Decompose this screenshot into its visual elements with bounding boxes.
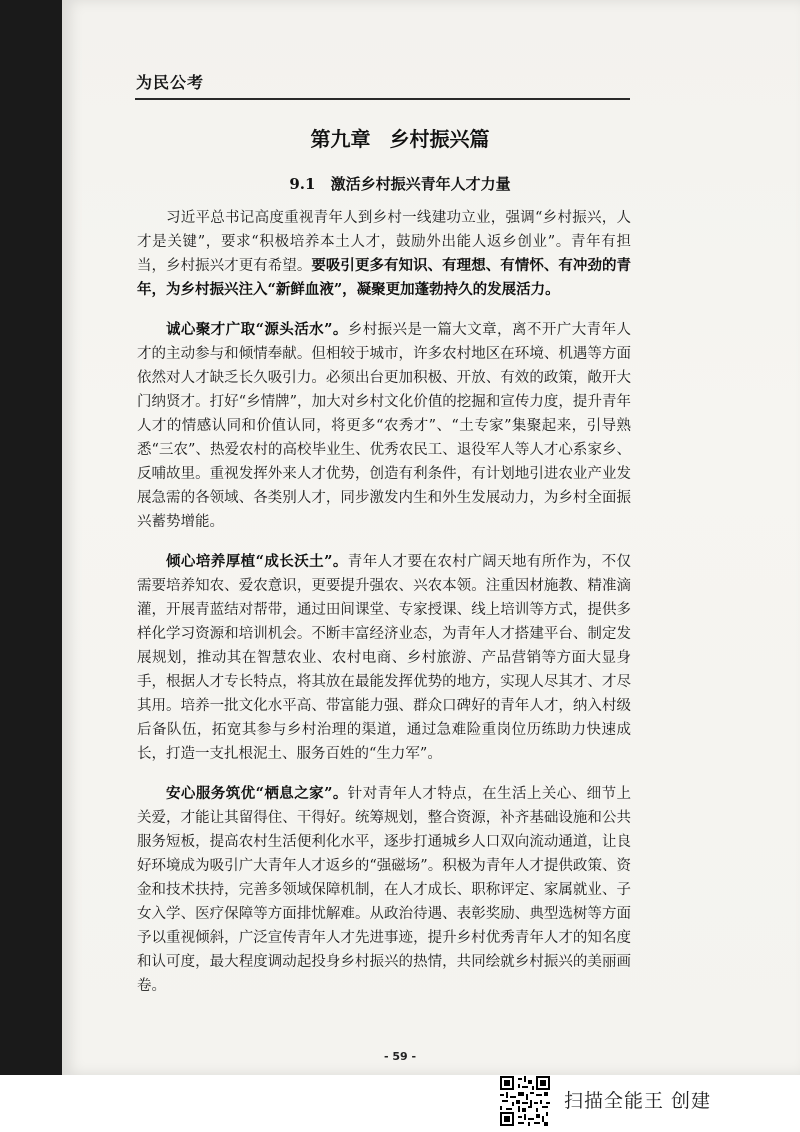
chapter-title: 第九章 乡村振兴篇 — [310, 127, 490, 151]
paragraph-intro — [137, 206, 631, 302]
paragraph-talent-gathering — [137, 318, 631, 534]
paragraph-talent-training — [137, 550, 631, 766]
paragraph-lead: 安心服务筑优“栖息之家”。 — [166, 785, 348, 802]
paragraph-lead: 倾心培养厚植“成长沃土”。 — [166, 553, 348, 570]
scanner-watermark: 扫描全能王 创建 — [564, 1090, 712, 1112]
paragraph-emphasis: 要吸引更多有知识、有理想、有情怀、有冲劲的青年，为乡村振兴注入“新鲜血液”，凝聚更加蓬勃持久的发展活力。 — [137, 257, 632, 298]
paragraph-text: 习近平总书记高度重视青年人到乡村一线建功立业，强调“乡村振兴，人才是关键”，要求“积极培养本土人才，鼓励外出能人返乡创业”。青年有担当，乡村振兴才更有希望。 — [137, 210, 631, 274]
paragraph-text: 乡村振兴是一篇大文章，离不开广大青年人才的主动参与和倾情奉献。但相较于城市，许多农村地区在环境、机遇等方面依然对人才缺乏长久吸引力。必须出台更加积极、开放、有效的政策，敞开大门纳贤才。打好“乡情牌”，加大对乡村文化价值的挖掘和宣传力度，提升青年人才的情感认同和价值认同，将更多“农秀才”、“土专家”集聚起来，引导熟悉“三农”、热爱农村的高校毕业生、优秀农民工、退役军人等人才心系家乡、反哺故里。重视发挥外来人才优势，创造有利条件，有计划地引进农业产业发展急需的各领域、各类别人才，同步激发内生和外生发展动力，为乡村全面振兴蓄势增能。 — [137, 322, 631, 530]
paragraph-text: 青年人才要在农村广阔天地有所作为，不仅需要培养知农、爱农意识，更要提升强农、兴农本领。注重因材施教、精准滴灌，开展青蓝结对帮带，通过田间课堂、专家授课、线上培训等方式，提供多样化学习资源和培训机会。不断丰富经济业态，为青年人才搭建平台、制定发展规划，推动其在智慧农业、农村电商、乡村旅游、产品营销等方面大显身手，根据人才专长特点，将其放在最能发挥优势的地方，实现人尽其才、才尽其用。培养一批文化水平高、带富能力强、群众口碑好的青年人才，纳入村级后备队伍，拓宽其参与乡村治理的渠道，通过急难险重岗位历练助力快速成长，打造一支扎根泥土、服务百姓的“生力军”。 — [137, 554, 631, 762]
paragraph-text: 针对青年人才特点，在生活上关心、细节上关爱，才能让其留得住、干得好。统筹规划，整合资源，补齐基础设施和公共服务短板，提高农村生活便利化水平，逐步打通城乡人口双向流动通道，让良好环境成为吸引广大青年人才返乡的“强磁场”。积极为青年人才提供政策、资金和技术扶持，完善多领域保障机制，在人才成长、职称评定、家属就业、子女入学、医疗保障等方面排忧解难。从政治待遇、表彰奖励、典型选树等方面予以重视倾斜，广泛宣传青年人才先进事迹，提升乡村优秀青年人才的知名度和认可度，最大程度调动起投身乡村振兴的热情，共同绘就乡村振兴的美丽画卷。 — [137, 786, 631, 994]
page-number: - 59 - — [383, 1050, 417, 1063]
paragraph-talent-services — [137, 782, 631, 998]
section-title: 9.1 激活乡村振兴青年人才力量 — [289, 175, 511, 193]
article-body — [137, 206, 631, 1014]
paragraph-lead: 诚心聚才广取“源头活水”。 — [166, 321, 348, 338]
header-rule — [135, 98, 630, 100]
qr-code-icon — [500, 1076, 550, 1126]
running-head: 为民公考 — [136, 73, 205, 92]
